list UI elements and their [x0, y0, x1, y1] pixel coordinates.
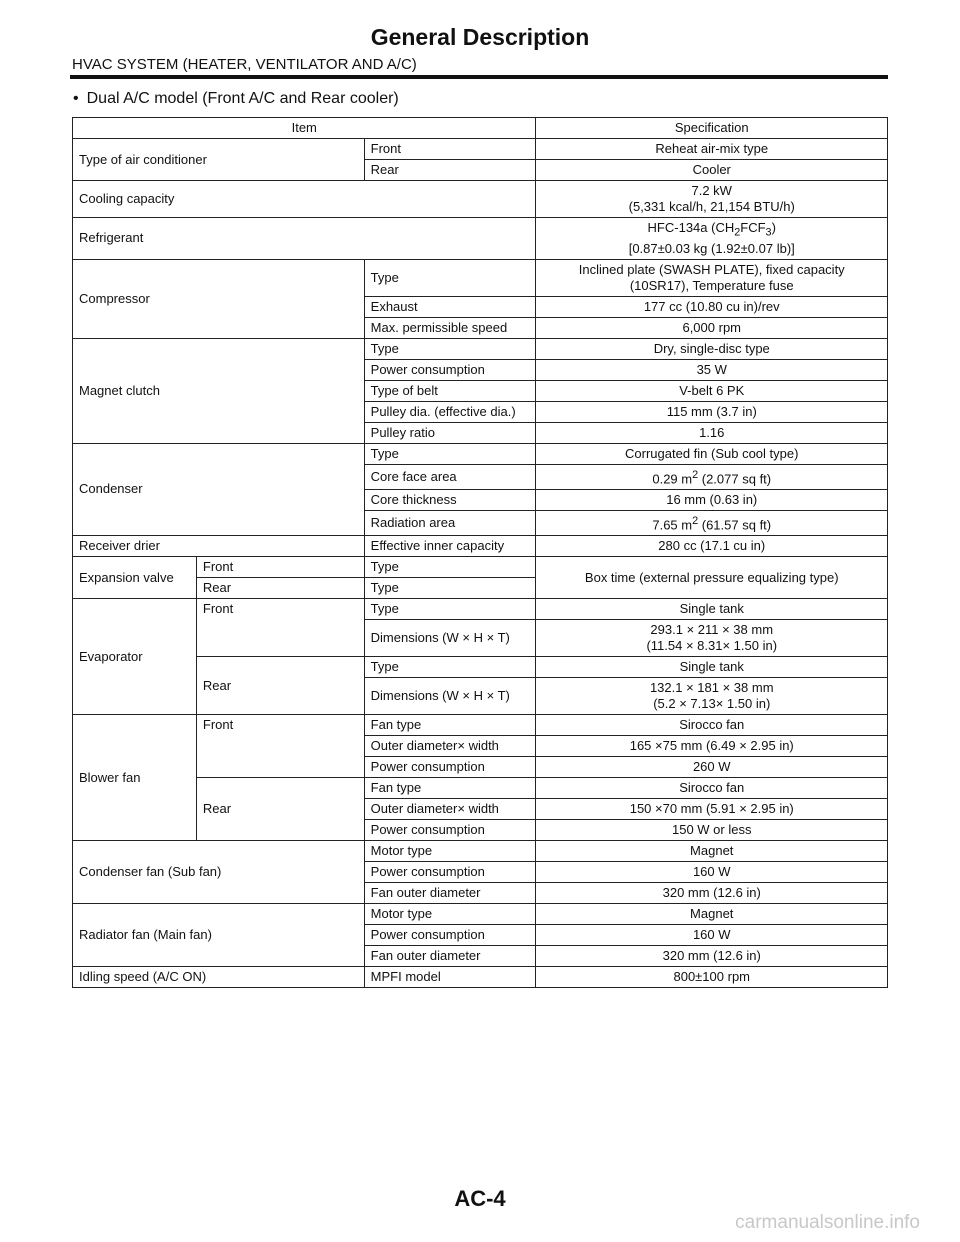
refrigerant-value-line1 — [542, 220, 881, 241]
condenser-core-face-item: Core face area — [364, 464, 536, 489]
condenser-core-thick-item: Core thickness — [364, 489, 536, 510]
refrigerant-value-line2: [0.87±0.03 kg (1.92±0.07 lb)] — [628, 240, 795, 256]
blower-rear-item: Fan type — [364, 778, 536, 799]
table-row — [73, 841, 888, 862]
header-rule — [70, 75, 888, 79]
clutch-item: Type of belt — [364, 380, 536, 401]
row-label-condenser-fan: Condenser fan (Sub fan) — [73, 841, 365, 904]
condenser-core-thick-value: 16 mm (0.63 in) — [536, 489, 888, 510]
blower-front-value: 260 W — [536, 757, 888, 778]
blower-front-item: Power consumption — [364, 757, 536, 778]
radiation-text-b: (61.57 sq ft) — [698, 517, 772, 533]
blower-rear-label: Rear — [196, 778, 364, 841]
refrigerant-value — [536, 218, 888, 260]
row-label-ac-type: Type of air conditioner — [73, 139, 365, 181]
bullet: • — [73, 90, 79, 107]
ac-front-label: Front — [364, 139, 536, 160]
compressor-type-line1: Inclined plate (SWASH PLATE), fixed capacity — [578, 261, 845, 277]
blower-front-item: Fan type — [364, 715, 536, 736]
table-row — [73, 181, 888, 218]
evaporator-rear-dim-item: Dimensions (W × H × T) — [364, 678, 536, 715]
blower-rear-item: Outer diameter× width — [364, 799, 536, 820]
condenser-fan-item: Power consumption — [364, 862, 536, 883]
section-subtitle: HVAC SYSTEM (HEATER, VENTILATOR AND A/C) — [72, 56, 417, 73]
row-label-compressor: Compressor — [73, 259, 365, 338]
table-row — [73, 218, 888, 260]
header-spec: Specification — [536, 118, 888, 139]
evaporator-rear-dim-value — [536, 678, 888, 715]
evaporator-front-label: Front — [196, 599, 364, 657]
watermark: carmanualsonline.info — [735, 1212, 920, 1233]
row-label-radiator-fan: Radiator fan (Main fan) — [73, 904, 365, 967]
table-row — [73, 259, 888, 296]
evaporator-rear-type-item: Type — [364, 657, 536, 678]
compressor-type-value — [536, 259, 888, 296]
radiator-fan-item: Power consumption — [364, 925, 536, 946]
row-label-magnet-clutch: Magnet clutch — [73, 338, 365, 443]
header-item: Item — [73, 118, 536, 139]
blower-rear-value: Sirocco fan — [536, 778, 888, 799]
row-label-evaporator: Evaporator — [73, 599, 197, 715]
evaporator-front-dim-item: Dimensions (W × H × T) — [364, 620, 536, 657]
ac-front-value: Reheat air-mix type — [536, 139, 888, 160]
condenser-radiation-value — [536, 510, 888, 535]
table-row — [73, 599, 888, 620]
radiator-fan-value: 160 W — [536, 925, 888, 946]
cooling-value — [536, 181, 888, 218]
evaporator-rear-label: Rear — [196, 657, 364, 715]
radiation-sup: 2 — [692, 514, 699, 527]
condenser-type-item: Type — [364, 443, 536, 464]
core-face-sup: 2 — [692, 468, 699, 481]
blower-front-item: Outer diameter× width — [364, 736, 536, 757]
condenser-core-face-value — [536, 464, 888, 489]
specification-table — [72, 117, 888, 988]
table-row — [73, 139, 888, 160]
idling-value: 800±100 rpm — [536, 967, 888, 988]
clutch-value: 35 W — [536, 359, 888, 380]
intro-text: Dual A/C model (Front A/C and Rear cooler) — [86, 90, 399, 107]
compressor-type-line2: (10SR17), Temperature fuse — [629, 277, 794, 293]
evaporator-front-type-value: Single tank — [536, 599, 888, 620]
expansion-value: Box time (external pressure equalizing type) — [536, 557, 888, 599]
table-row — [73, 536, 888, 557]
evaporator-front-dim-line1: 293.1 × 211 × 38 mm — [650, 622, 774, 638]
row-label-blower: Blower fan — [73, 715, 197, 841]
table-row — [73, 443, 888, 464]
condenser-fan-item: Fan outer diameter — [364, 883, 536, 904]
clutch-item: Pulley dia. (effective dia.) — [364, 401, 536, 422]
table-row — [73, 715, 888, 736]
condenser-type-value: Corrugated fin (Sub cool type) — [536, 443, 888, 464]
radiation-text-a: 7.65 m — [652, 517, 693, 533]
radiator-fan-item: Motor type — [364, 904, 536, 925]
compressor-speed-item: Max. permissible speed — [364, 317, 536, 338]
expansion-front-label: Front — [196, 557, 364, 578]
blower-front-value: Sirocco fan — [536, 715, 888, 736]
blower-rear-value: 150 W or less — [536, 820, 888, 841]
cooling-value-line1: 7.2 kW — [691, 183, 732, 198]
receiver-value: 280 cc (17.1 cu in) — [536, 536, 888, 557]
compressor-exhaust-value: 177 cc (10.80 cu in)/rev — [536, 296, 888, 317]
blower-front-label: Front — [196, 715, 364, 778]
condenser-fan-value: 160 W — [536, 862, 888, 883]
row-label-receiver: Receiver drier — [73, 536, 365, 557]
table-row — [73, 557, 888, 578]
refrigerant-text-b: FCF — [740, 220, 766, 235]
refrigerant-text-c: ) — [771, 220, 776, 235]
evaporator-front-dim-value — [536, 620, 888, 657]
radiator-fan-value: 320 mm (12.6 in) — [536, 946, 888, 967]
refrigerant-sub-1: 2 — [734, 226, 741, 239]
condenser-fan-value: Magnet — [536, 841, 888, 862]
row-label-cooling: Cooling capacity — [73, 181, 536, 218]
expansion-rear-label: Rear — [196, 578, 364, 599]
core-face-text-a: 0.29 m — [652, 470, 693, 486]
ac-rear-value: Cooler — [536, 160, 888, 181]
expansion-front-item: Type — [364, 557, 536, 578]
table-row — [73, 338, 888, 359]
clutch-value: Dry, single-disc type — [536, 338, 888, 359]
evaporator-rear-dim-line1: 132.1 × 181 × 38 mm — [649, 680, 774, 696]
radiator-fan-value: Magnet — [536, 904, 888, 925]
evaporator-rear-type-value: Single tank — [536, 657, 888, 678]
evaporator-rear-dim-line2: (5.2 × 7.13× 1.50 in) — [653, 696, 771, 712]
page-title: General Description — [370, 24, 590, 50]
table-row — [73, 904, 888, 925]
radiator-fan-item: Fan outer diameter — [364, 946, 536, 967]
compressor-exhaust-item: Exhaust — [364, 296, 536, 317]
compressor-type-item: Type — [364, 259, 536, 296]
cooling-value-line2: (5,331 kcal/h, 21,154 BTU/h) — [628, 199, 795, 214]
core-face-text-b: (2.077 sq ft) — [698, 470, 772, 486]
ac-rear-label: Rear — [364, 160, 536, 181]
clutch-item: Pulley ratio — [364, 422, 536, 443]
row-label-expansion: Expansion valve — [73, 557, 197, 599]
receiver-item: Effective inner capacity — [364, 536, 536, 557]
refrigerant-text-a: HFC-134a (CH — [647, 220, 735, 235]
table-row — [73, 967, 888, 988]
intro-line — [73, 90, 399, 108]
page-number: AC-4 — [454, 1186, 506, 1211]
idling-item: MPFI model — [364, 967, 536, 988]
expansion-rear-item: Type — [364, 578, 536, 599]
clutch-value: 115 mm (3.7 in) — [536, 401, 888, 422]
refrigerant-sub-2: 3 — [765, 226, 772, 239]
table-header-row — [73, 118, 888, 139]
row-label-condenser: Condenser — [73, 443, 365, 536]
condenser-fan-item: Motor type — [364, 841, 536, 862]
clutch-item: Type — [364, 338, 536, 359]
evaporator-front-dim-line2: (11.54 × 8.31× 1.50 in) — [646, 638, 778, 654]
row-label-idling: Idling speed (A/C ON) — [73, 967, 365, 988]
blower-front-value: 165 ×75 mm (6.49 × 2.95 in) — [536, 736, 888, 757]
clutch-value: 1.16 — [536, 422, 888, 443]
condenser-fan-value: 320 mm (12.6 in) — [536, 883, 888, 904]
evaporator-front-type-item: Type — [364, 599, 536, 620]
row-label-refrigerant: Refrigerant — [73, 218, 536, 260]
condenser-radiation-item: Radiation area — [364, 510, 536, 535]
blower-rear-value: 150 ×70 mm (5.91 × 2.95 in) — [536, 799, 888, 820]
compressor-speed-value: 6,000 rpm — [536, 317, 888, 338]
clutch-item: Power consumption — [364, 359, 536, 380]
blower-rear-item: Power consumption — [364, 820, 536, 841]
clutch-value: V-belt 6 PK — [536, 380, 888, 401]
